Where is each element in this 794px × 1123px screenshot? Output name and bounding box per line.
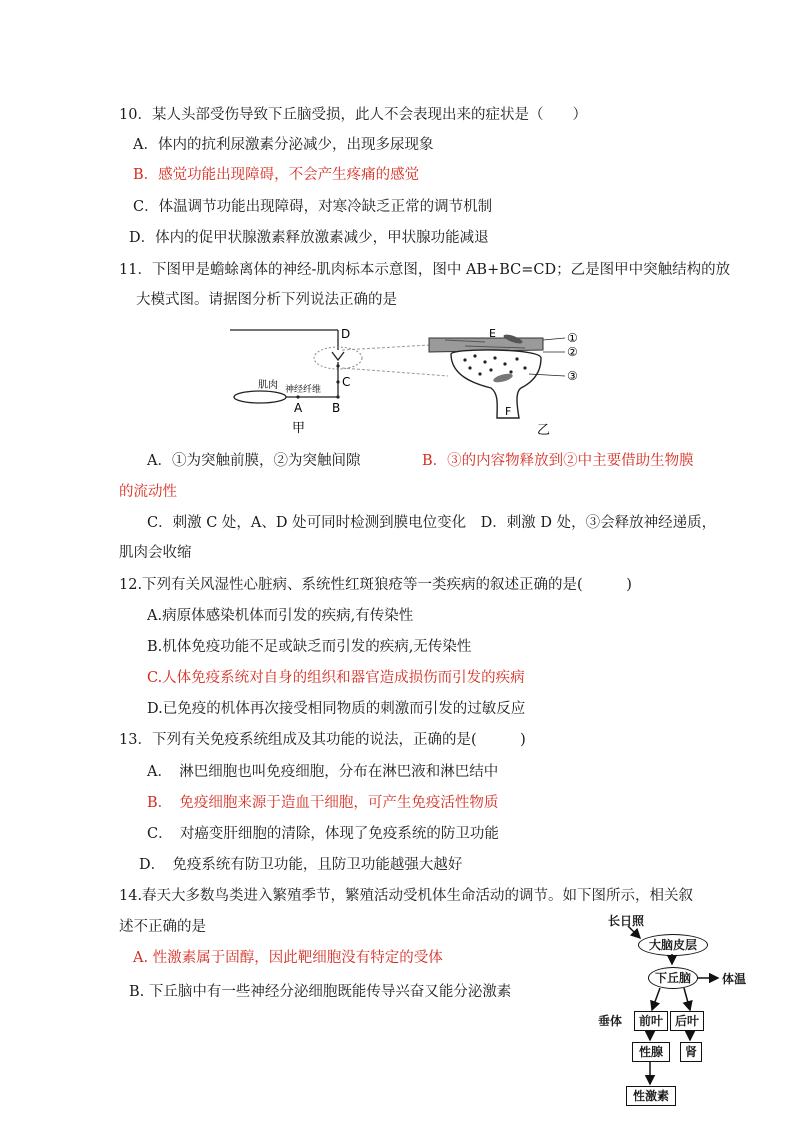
figure-yi [425, 326, 600, 436]
muscle-shape [234, 391, 286, 403]
q11-option-b-line1: B．③的内容物释放到②中主要借助生物膜 [422, 453, 694, 469]
node-sex-hormone: 性激素 [626, 1086, 676, 1106]
node-hypothalamus: 下丘脑 [648, 967, 698, 989]
label-nerve-fiber: 神经纤维 [285, 385, 322, 395]
node-cerebral-cortex: 大脑皮层 [638, 934, 708, 956]
q12-option-b: B.机体免疫功能不足或缺乏而引发的疾病,无传染性 [147, 639, 472, 655]
caption-jia: 甲 [292, 421, 306, 436]
q11-option-a: A．①为突触前膜，②为突触间隙 [147, 453, 361, 469]
label-f: F [505, 405, 512, 418]
q13-option-d: D． 免疫系统有防卫功能，且防卫功能越强大越好 [139, 857, 463, 873]
label-d: D [341, 327, 351, 341]
q13-option-c: C． 对癌变肝细胞的清除，体现了免疫系统的防卫功能 [147, 826, 499, 842]
q11-options-cd-line2: 肌肉会收缩 [119, 545, 192, 561]
q14-option-a: A. 性激素属于固醇，因此靶细胞没有特定的受体 [133, 950, 443, 966]
label-2: ② [567, 345, 578, 359]
q11-stem-line2: 大模式图。请据图分析下列说法正确的是 [136, 292, 397, 308]
label-c: C [342, 375, 351, 389]
q11-stem-line1: 11．下图甲是蟾蜍离体的神经-肌肉标本示意图，图中 AB+BC=CD；乙是图甲中突触结构的放 [119, 262, 731, 278]
q12-option-c: C.人体免疫系统对自身的组织和器官造成损伤而引发的疾病 [147, 670, 525, 686]
q10-option-d: D．体内的促甲状腺激素释放激素减少，甲状腺功能减退 [129, 230, 489, 246]
q13-option-a: A． 淋巴细胞也叫免疫细胞，分布在淋巴液和淋巴结中 [147, 764, 499, 780]
q11-option-b-line2: 的流动性 [119, 484, 177, 500]
q10-option-c: C．体温调节功能出现障碍，对寒冷缺乏正常的调节机制 [133, 199, 493, 215]
q13-option-b: B． 免疫细胞来源于造血干细胞，可产生免疫活性物质 [147, 795, 499, 811]
label-pituitary: 垂体 [598, 1014, 623, 1028]
label-3: ③ [567, 369, 578, 383]
q14-option-b: B. 下丘脑中有一些神经分泌细胞既能传导兴奋又能分泌激素 [129, 984, 512, 1000]
q12-stem: 12.下列有关风湿性心脏病、系统性红斑狼疮等一类疾病的叙述正确的是( ) [119, 577, 632, 593]
label-long-daylight: 长日照 [608, 914, 645, 928]
node-anterior-pituitary: 前叶 [634, 1011, 668, 1031]
label-1: ① [567, 331, 578, 345]
node-kidney: 肾 [680, 1042, 702, 1062]
q10-option-b: B．感觉功能出现障碍，不会产生疼痛的感觉 [133, 167, 420, 183]
label-muscle: 肌肉 [258, 380, 278, 391]
label-e: E [489, 327, 496, 340]
q10-option-a: A．体内的抗利尿激素分泌减少，出现多尿现象 [133, 137, 434, 153]
q14-stem-line2: 述不正确的是 [119, 919, 206, 935]
label-body-temperature: 体温 [722, 972, 747, 986]
node-posterior-pituitary: 后叶 [670, 1011, 704, 1031]
q10-stem: 10．某人头部受伤导致下丘脑受损，此人不会表现出来的症状是（ ） [119, 107, 587, 123]
q13-stem: 13．下列有关免疫系统组成及其功能的说法，正确的是( ) [119, 732, 526, 748]
q14-stem-line1: 14.春天大多数鸟类进入繁殖季节，繁殖活动受机体生命活动的调节。如下图所示，相关叙 [119, 888, 694, 904]
label-a: A [294, 401, 303, 415]
q12-option-a: A.病原体感染机体而引发的疾病,有传染性 [147, 608, 414, 624]
label-b: B [332, 401, 341, 415]
q11-options-cd-line1: C．刺激 C 处，A、D 处可同时检测到膜电位变化 D．刺激 D 处，③会释放神经递质， [147, 515, 717, 531]
bird-regulation-diagram [590, 912, 790, 1117]
caption-yi: 乙 [537, 423, 551, 436]
q12-option-d: D.已免疫的机体再次接受相同物质的刺激而引发的过敏反应 [147, 701, 526, 717]
node-gonad: 性腺 [632, 1042, 670, 1062]
